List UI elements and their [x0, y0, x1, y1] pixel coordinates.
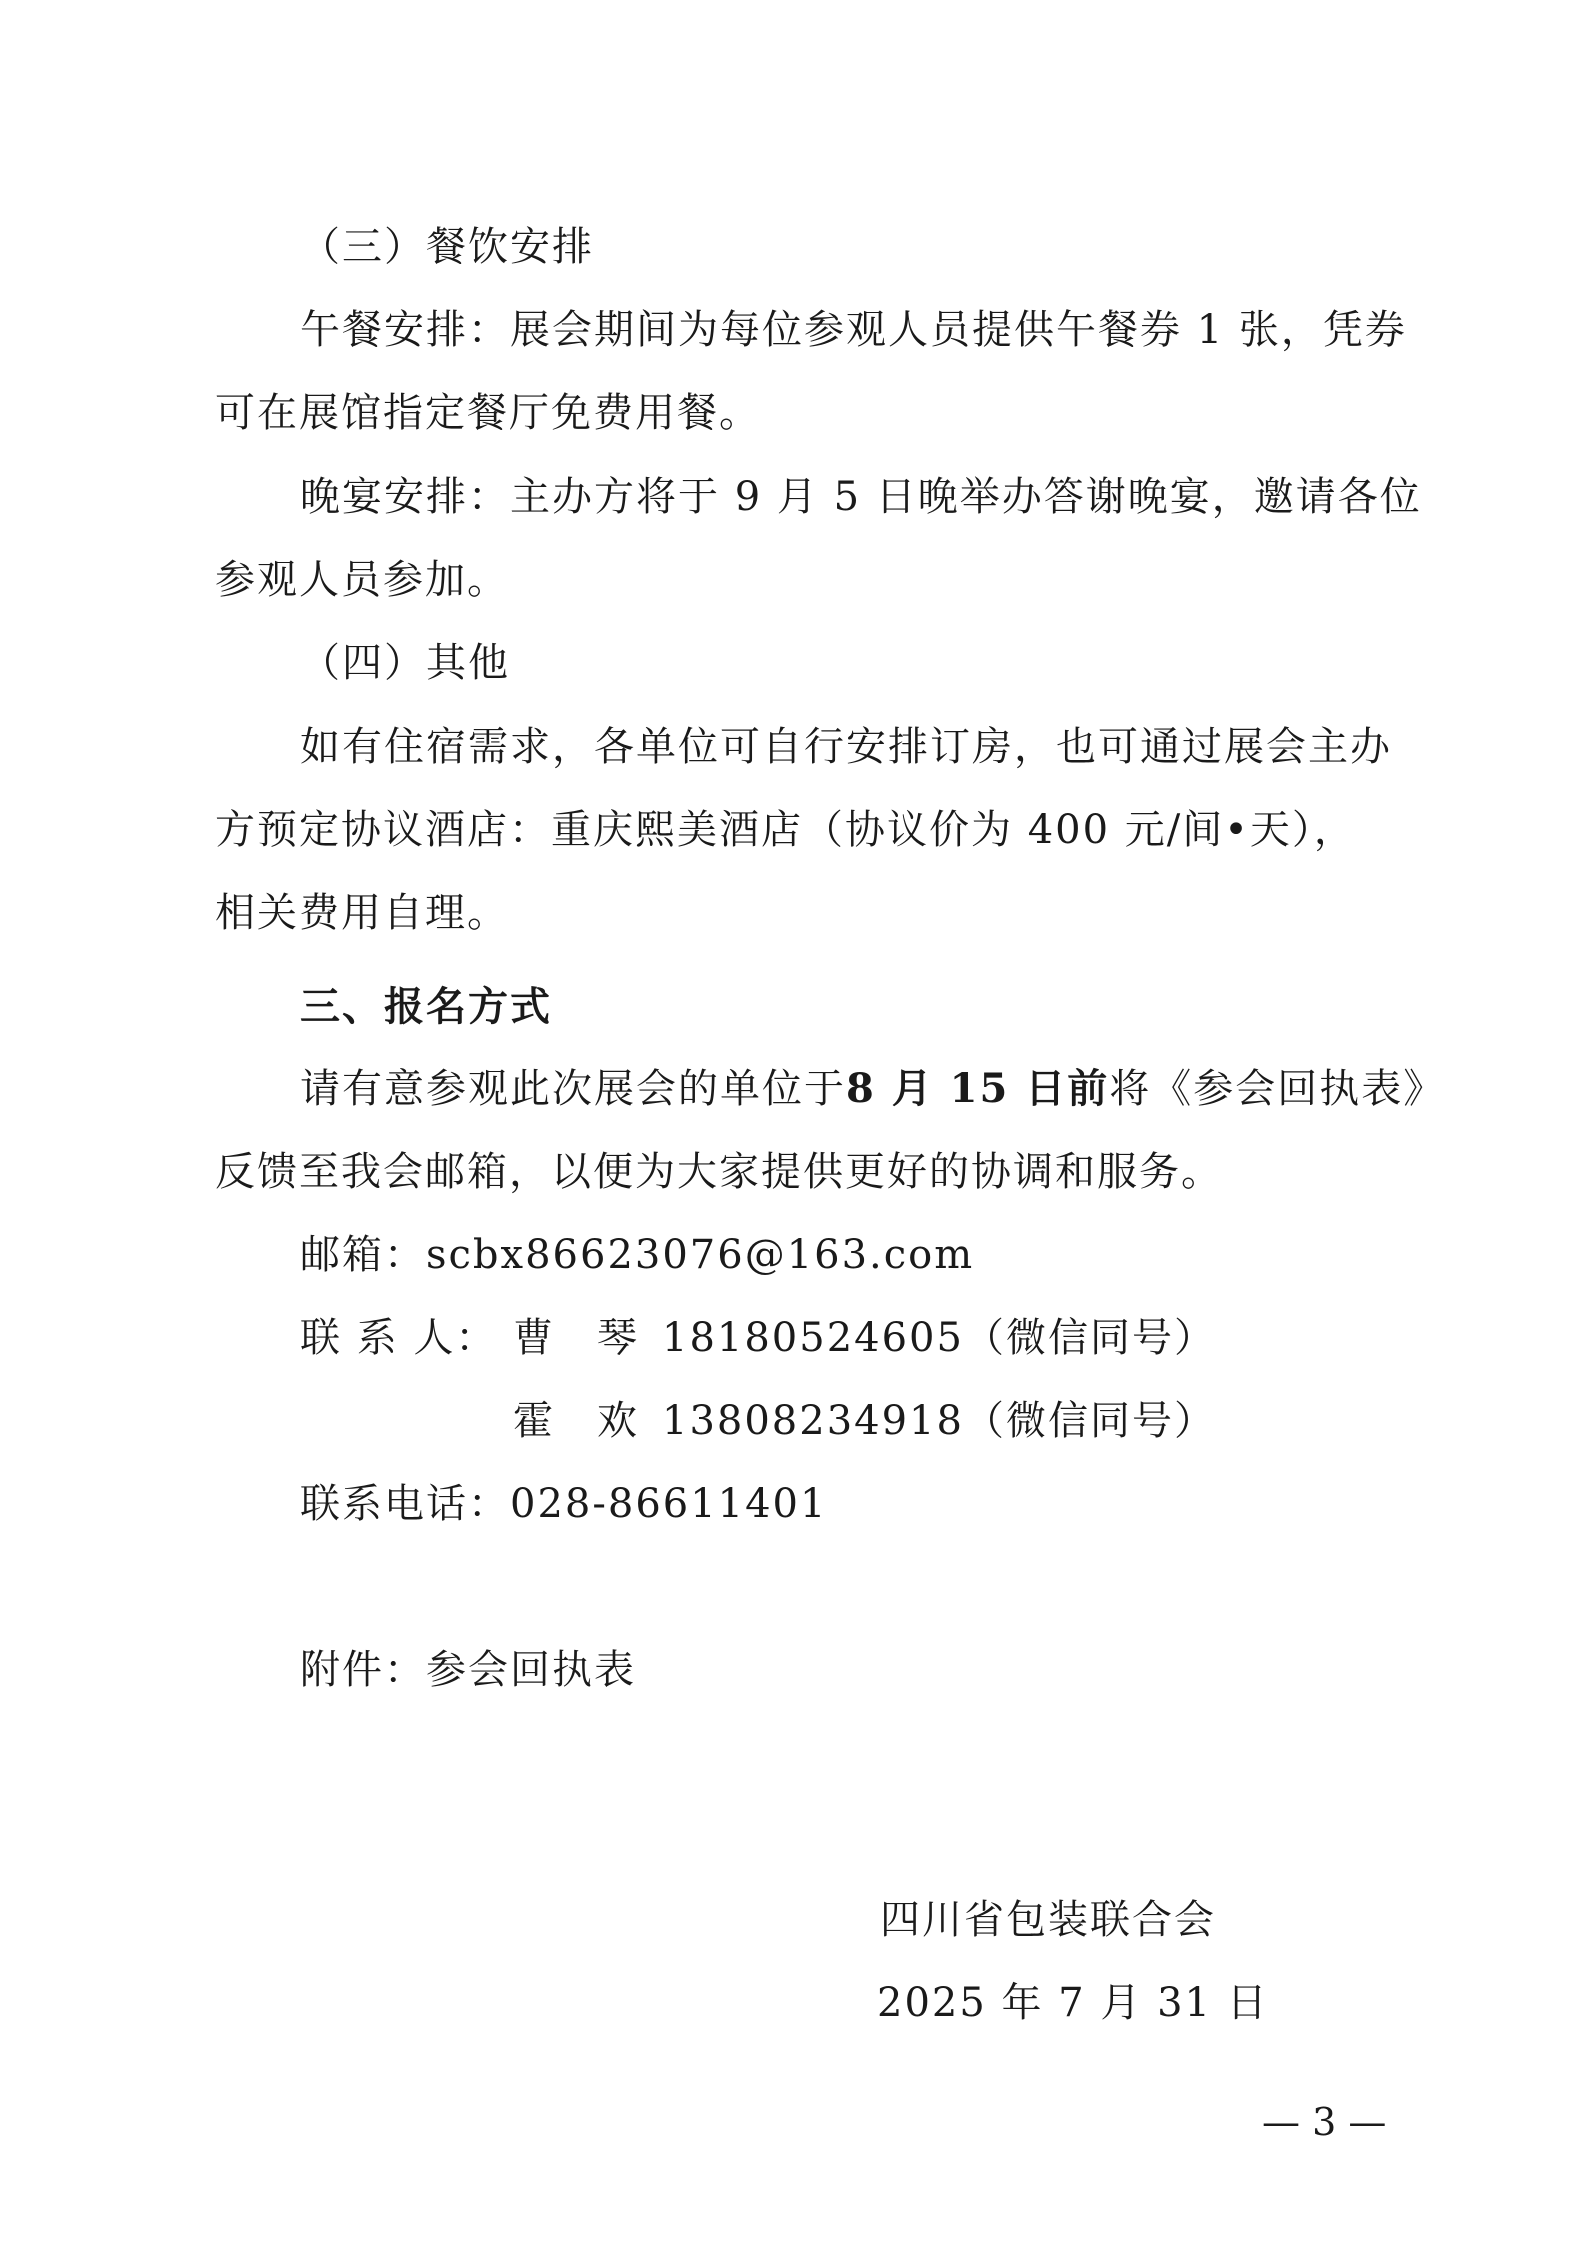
section-heading-catering: （三）餐饮安排 [300, 224, 594, 270]
contact2-name: 霍 欢 [513, 1398, 639, 1444]
page-number: — 3 — [1262, 2100, 1387, 2144]
contact-row-1 [0, 1313, 1587, 1363]
contact1-phone: 18180524605（微信同号） [662, 1315, 1216, 1361]
paragraph-lunch-line2: 可在展馆指定餐厅免费用餐。 [215, 390, 761, 436]
signature-org: 四川省包装联合会 [880, 1897, 1216, 1943]
contact2-phone: 13808234918（微信同号） [662, 1398, 1216, 1444]
contact-label: 联 系 人： [300, 1315, 498, 1361]
paragraph-other-line2: 方预定协议酒店：重庆熙美酒店（协议价为 400 元/间•天）， [215, 807, 1356, 853]
registration-line1-pre: 请有意参观此次展会的单位于 [300, 1066, 846, 1112]
paragraph-other-line1: 如有住宿需求，各单位可自行安排订房，也可通过展会主办 [300, 724, 1392, 770]
paragraph-lunch-line1: 午餐安排：展会期间为每位参观人员提供午餐券 1 张，凭券 [300, 307, 1407, 353]
email-label: 邮箱： [300, 1232, 426, 1278]
paragraph-dinner-line1: 晚宴安排：主办方将于 9 月 5 日晚举办答谢晚宴，邀请各位 [300, 474, 1422, 520]
registration-deadline: 8 月 15 日前 [846, 1065, 1110, 1112]
paragraph-other-line3: 相关费用自理。 [215, 890, 509, 936]
paragraph-registration-line1 [300, 1064, 1445, 1114]
contact1-name: 曹 琴 [513, 1315, 639, 1361]
phone-label: 联系电话： [300, 1481, 510, 1527]
signature-date: 2025 年 7 月 31 日 [877, 1980, 1269, 2026]
attachment-line: 附件：参会回执表 [300, 1647, 636, 1693]
email-row [300, 1230, 974, 1280]
registration-line1-post: 将《参会回执表》 [1109, 1066, 1446, 1112]
paragraph-dinner-line2: 参观人员参加。 [215, 557, 509, 603]
phone-row [300, 1479, 827, 1529]
email-address[interactable]: scbx86623076@163.com [426, 1232, 975, 1278]
section-heading-registration: 三、报名方式 [300, 984, 552, 1030]
phone-number: 028-86611401 [510, 1481, 828, 1527]
contact-row-2 [0, 1396, 1587, 1446]
paragraph-registration-line2: 反馈至我会邮箱，以便为大家提供更好的协调和服务。 [215, 1149, 1223, 1195]
section-heading-other: （四）其他 [300, 640, 510, 686]
